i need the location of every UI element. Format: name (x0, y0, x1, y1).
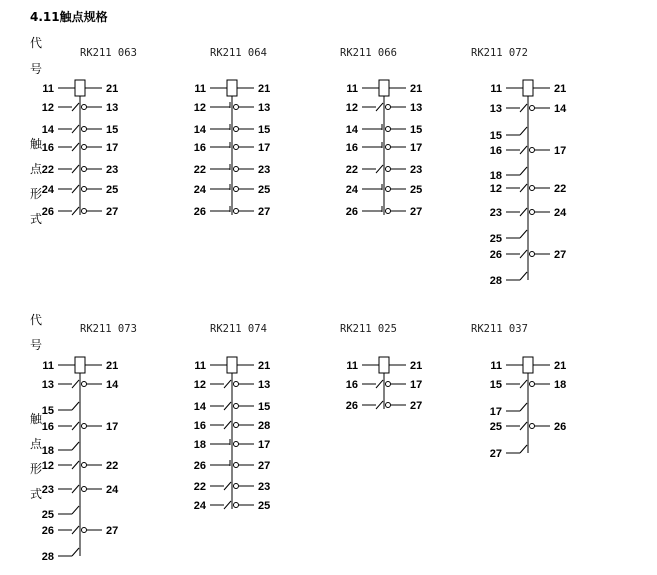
coil-box (75, 80, 85, 96)
contact-nc (224, 421, 231, 429)
contact-circle (234, 167, 239, 172)
terminal-label: 27 (106, 206, 119, 218)
terminal-label: 15 (258, 124, 271, 136)
contact-circle (386, 105, 391, 110)
coil-box (379, 357, 389, 373)
side-label: 号 (30, 338, 43, 352)
contact-co (520, 403, 527, 411)
contact-nc (376, 380, 383, 388)
contact-circle (82, 424, 87, 429)
contact-circle (234, 382, 239, 387)
contact-nc (72, 380, 79, 388)
contact-circle (82, 528, 87, 533)
contact-circle (82, 382, 87, 387)
terminal-label: 16 (41, 421, 54, 433)
contact-nc (520, 146, 527, 154)
terminal-label: 11 (490, 360, 502, 372)
side-label: 号 (30, 62, 43, 76)
terminal-label: 14 (106, 379, 119, 391)
terminal-label: 18 (41, 445, 54, 457)
model-name: RK211 037 (471, 323, 528, 335)
terminal-label: 26 (345, 400, 358, 412)
terminal-label: 15 (489, 130, 502, 142)
side-label: 代 (30, 313, 43, 327)
contact-nc (376, 103, 383, 111)
contact-circle (234, 423, 239, 428)
terminal-label: 26 (193, 460, 206, 472)
contact-circle (386, 382, 391, 387)
terminal-label: 17 (258, 142, 271, 154)
terminal-label: 21 (554, 83, 567, 95)
contact-nc (224, 380, 231, 388)
terminal-label: 25 (258, 184, 271, 196)
contact-co (72, 548, 79, 556)
coil-box (379, 80, 389, 96)
contact-circle (234, 187, 239, 192)
terminal-label: 25 (489, 233, 502, 245)
terminal-label: 21 (106, 360, 119, 372)
terminal-label: 26 (41, 525, 54, 537)
terminal-label: 13 (258, 379, 271, 391)
terminal-label: 25 (258, 500, 271, 512)
contact-circle (82, 127, 87, 132)
contact-circle (82, 463, 87, 468)
contact-nc (224, 402, 231, 410)
model-name: RK211 066 (340, 47, 397, 59)
terminal-label: 27 (554, 249, 567, 261)
terminal-label: 16 (345, 379, 358, 391)
contact-co (520, 272, 527, 280)
model-name: RK211 073 (80, 323, 137, 335)
terminal-label: 14 (41, 124, 54, 136)
section-title: 4.11触点规格 (30, 10, 108, 24)
coil-box (75, 357, 85, 373)
terminal-label: 16 (345, 142, 358, 154)
contact-co (520, 127, 527, 135)
contact-circle (530, 210, 535, 215)
terminal-label: 12 (345, 102, 358, 114)
terminal-label: 28 (489, 275, 502, 287)
contact-circle (234, 442, 239, 447)
terminal-label: 25 (106, 184, 119, 196)
terminal-label: 22 (41, 164, 54, 176)
terminal-label: 23 (489, 207, 502, 219)
contact-circle (234, 127, 239, 132)
terminal-label: 27 (489, 448, 502, 460)
terminal-label: 17 (410, 379, 423, 391)
terminal-label: 22 (193, 164, 206, 176)
contact-nc (72, 143, 79, 151)
terminal-label: 24 (554, 207, 567, 219)
terminal-label: 24 (345, 184, 358, 196)
terminal-label: 21 (554, 360, 567, 372)
terminal-label: 17 (410, 142, 423, 154)
contact-nc (520, 184, 527, 192)
terminal-label: 17 (554, 145, 567, 157)
terminal-label: 24 (106, 484, 119, 496)
terminal-label: 11 (490, 83, 502, 95)
contact-circle (234, 145, 239, 150)
terminal-label: 27 (106, 525, 119, 537)
terminal-label: 23 (106, 164, 119, 176)
terminal-label: 17 (489, 406, 502, 418)
contact-circle (234, 105, 239, 110)
terminal-label: 22 (106, 460, 119, 472)
contact-nc (72, 485, 79, 493)
contact-circle (234, 484, 239, 489)
terminal-label: 14 (193, 401, 206, 413)
terminal-label: 16 (489, 145, 502, 157)
terminal-label: 21 (410, 360, 423, 372)
contact-circle (530, 382, 535, 387)
contact-nc (72, 125, 79, 133)
terminal-label: 26 (554, 421, 567, 433)
contact-co (520, 167, 527, 175)
terminal-label: 24 (193, 184, 206, 196)
terminal-label: 23 (258, 164, 271, 176)
contact-nc (72, 207, 79, 215)
contact-circle (82, 487, 87, 492)
terminal-label: 21 (258, 83, 271, 95)
terminal-label: 23 (258, 481, 271, 493)
terminal-label: 21 (258, 360, 271, 372)
contact-circle (386, 403, 391, 408)
contact-circle (530, 106, 535, 111)
terminal-label: 26 (193, 206, 206, 218)
coil-box (227, 357, 237, 373)
side-label: 代 (30, 36, 43, 50)
contact-circle (530, 186, 535, 191)
contact-circle (234, 209, 239, 214)
terminal-label: 13 (410, 102, 423, 114)
terminal-label: 14 (554, 103, 567, 115)
terminal-label: 16 (193, 420, 206, 432)
terminal-label: 11 (346, 83, 358, 95)
terminal-label: 12 (489, 183, 502, 195)
contact-circle (386, 187, 391, 192)
contact-co (520, 445, 527, 453)
terminal-label: 25 (489, 421, 502, 433)
terminal-label: 17 (106, 421, 119, 433)
terminal-label: 24 (41, 184, 54, 196)
terminal-label: 28 (258, 420, 271, 432)
terminal-label: 11 (194, 360, 206, 372)
terminal-label: 11 (42, 83, 54, 95)
side-label: 形 (30, 187, 43, 201)
contact-circle (82, 167, 87, 172)
contact-circle (234, 463, 239, 468)
terminal-label: 14 (193, 124, 206, 136)
terminal-label: 15 (258, 401, 271, 413)
contact-circle (82, 187, 87, 192)
terminal-label: 27 (258, 206, 271, 218)
contact-circle (234, 503, 239, 508)
terminal-label: 16 (41, 142, 54, 154)
contact-nc (520, 422, 527, 430)
contact-circle (386, 127, 391, 132)
terminal-label: 15 (489, 379, 502, 391)
contact-circle (82, 209, 87, 214)
model-name: RK211 072 (471, 47, 528, 59)
terminal-label: 18 (193, 439, 206, 451)
terminal-label: 26 (489, 249, 502, 261)
contact-nc (72, 526, 79, 534)
contact-circle (82, 105, 87, 110)
terminal-label: 26 (345, 206, 358, 218)
contact-circle (530, 252, 535, 257)
terminal-label: 12 (193, 102, 206, 114)
contact-circle (234, 404, 239, 409)
contact-nc (520, 250, 527, 258)
terminal-label: 28 (41, 551, 54, 563)
contact-nc (224, 482, 231, 490)
terminal-label: 23 (41, 484, 54, 496)
coil-box (523, 357, 533, 373)
model-name: RK211 074 (210, 323, 267, 335)
side-label: 形 (30, 462, 43, 476)
terminal-label: 25 (410, 184, 423, 196)
contact-nc (72, 422, 79, 430)
terminal-label: 16 (193, 142, 206, 154)
terminal-label: 21 (410, 83, 423, 95)
contact-nc (72, 461, 79, 469)
side-label: 点 (30, 437, 43, 451)
side-label: 式 (30, 212, 43, 226)
side-label: 点 (30, 162, 43, 176)
contact-nc (72, 185, 79, 193)
terminal-label: 27 (258, 460, 271, 472)
terminal-label: 22 (345, 164, 358, 176)
contact-circle (386, 145, 391, 150)
contact-nc (72, 103, 79, 111)
coil-box (523, 80, 533, 96)
terminal-label: 13 (106, 102, 119, 114)
terminal-label: 13 (258, 102, 271, 114)
contact-nc (376, 165, 383, 173)
side-label: 式 (30, 487, 43, 501)
terminal-label: 13 (489, 103, 502, 115)
terminal-label: 22 (554, 183, 567, 195)
terminal-label: 11 (42, 360, 54, 372)
side-label: 触 (30, 412, 43, 426)
contact-nc (520, 104, 527, 112)
contact-nc (520, 380, 527, 388)
terminal-label: 12 (41, 102, 54, 114)
terminal-label: 11 (346, 360, 358, 372)
contact-circle (386, 209, 391, 214)
contact-circle (530, 148, 535, 153)
contact-circle (386, 167, 391, 172)
contact-co (72, 506, 79, 514)
terminal-label: 26 (41, 206, 54, 218)
terminal-label: 22 (193, 481, 206, 493)
terminal-label: 11 (194, 83, 206, 95)
model-name: RK211 025 (340, 323, 397, 335)
terminal-label: 12 (193, 379, 206, 391)
contact-co (72, 402, 79, 410)
terminal-label: 18 (554, 379, 567, 391)
contact-circle (530, 424, 535, 429)
model-name: RK211 064 (210, 47, 267, 59)
contact-circle (82, 145, 87, 150)
terminal-label: 27 (410, 206, 423, 218)
side-label: 触 (30, 137, 43, 151)
contact-nc (224, 501, 231, 509)
contact-nc (72, 165, 79, 173)
terminal-label: 12 (41, 460, 54, 472)
model-name: RK211 063 (80, 47, 137, 59)
terminal-label: 25 (41, 509, 54, 521)
contact-nc (376, 401, 383, 409)
contact-co (72, 442, 79, 450)
terminal-label: 17 (106, 142, 119, 154)
terminal-label: 27 (410, 400, 423, 412)
terminal-label: 15 (410, 124, 423, 136)
coil-box (227, 80, 237, 96)
contact-nc (520, 208, 527, 216)
contact-co (520, 230, 527, 238)
terminal-label: 17 (258, 439, 271, 451)
terminal-label: 23 (410, 164, 423, 176)
terminal-label: 18 (489, 170, 502, 182)
terminal-label: 21 (106, 83, 119, 95)
terminal-label: 14 (345, 124, 358, 136)
terminal-label: 15 (41, 405, 54, 417)
terminal-label: 13 (41, 379, 54, 391)
terminal-label: 15 (106, 124, 119, 136)
terminal-label: 24 (193, 500, 206, 512)
